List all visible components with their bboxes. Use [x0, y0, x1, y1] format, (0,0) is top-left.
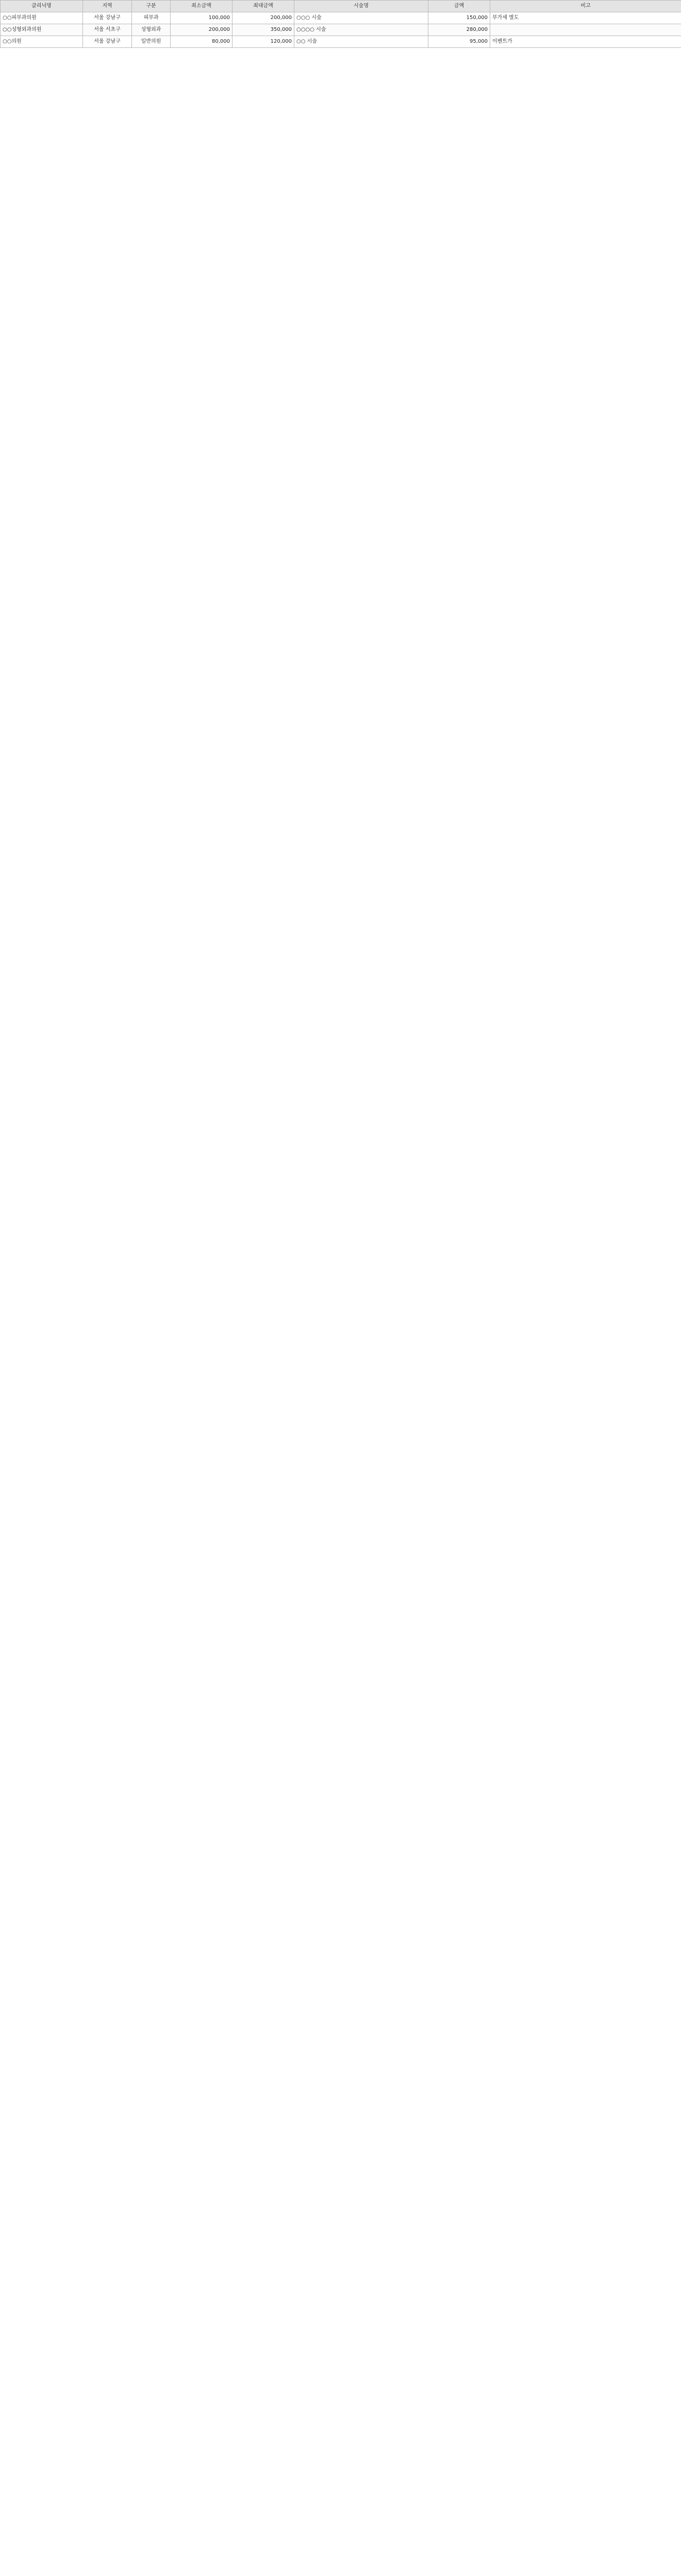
- remark-cell: [490, 24, 681, 36]
- table-body: [1, 12, 681, 48]
- price-cell: 280,000: [428, 24, 490, 36]
- price-cell: 95,000: [428, 36, 490, 48]
- column-header: 시술명: [294, 1, 428, 12]
- price-cell: 150,000: [428, 12, 490, 24]
- table-row: [1, 24, 681, 36]
- column-header: 최소금액: [171, 1, 232, 12]
- remark-cell: 부가세 별도: [490, 12, 681, 24]
- procedure-cell: ○○○ 시술: [294, 12, 428, 24]
- column-header: 금액: [428, 1, 490, 12]
- table-row: [1, 12, 681, 24]
- region-cell: 서울 강남구: [83, 12, 132, 24]
- column-header: 최대금액: [232, 1, 294, 12]
- procedure-cell: ○○○○ 시술: [294, 24, 428, 36]
- min-price-cell: 200,000: [171, 24, 232, 36]
- region-cell: 서울 강남구: [83, 36, 132, 48]
- header-row: [1, 1, 681, 12]
- remark-cell: 이벤트가: [490, 36, 681, 48]
- procedure-cell: ○○ 시술: [294, 36, 428, 48]
- column-header: 클리닉명: [1, 1, 83, 12]
- max-price-cell: 120,000: [232, 36, 294, 48]
- clinic-name-cell: ○○피부과의원: [1, 12, 83, 24]
- max-price-cell: 350,000: [232, 24, 294, 36]
- category-cell: 피부과: [132, 12, 171, 24]
- min-price-cell: 80,000: [171, 36, 232, 48]
- min-price-cell: 100,000: [171, 12, 232, 24]
- column-header: 비고: [490, 1, 681, 12]
- category-cell: 일반의원: [132, 36, 171, 48]
- column-header: 구분: [132, 1, 171, 12]
- clinic-name-cell: ○○의원: [1, 36, 83, 48]
- column-header: 지역: [83, 1, 132, 12]
- price-table: [0, 0, 681, 48]
- table-row: [1, 36, 681, 48]
- max-price-cell: 200,000: [232, 12, 294, 24]
- region-cell: 서울 서초구: [83, 24, 132, 36]
- category-cell: 성형외과: [132, 24, 171, 36]
- clinic-name-cell: ○○성형외과의원: [1, 24, 83, 36]
